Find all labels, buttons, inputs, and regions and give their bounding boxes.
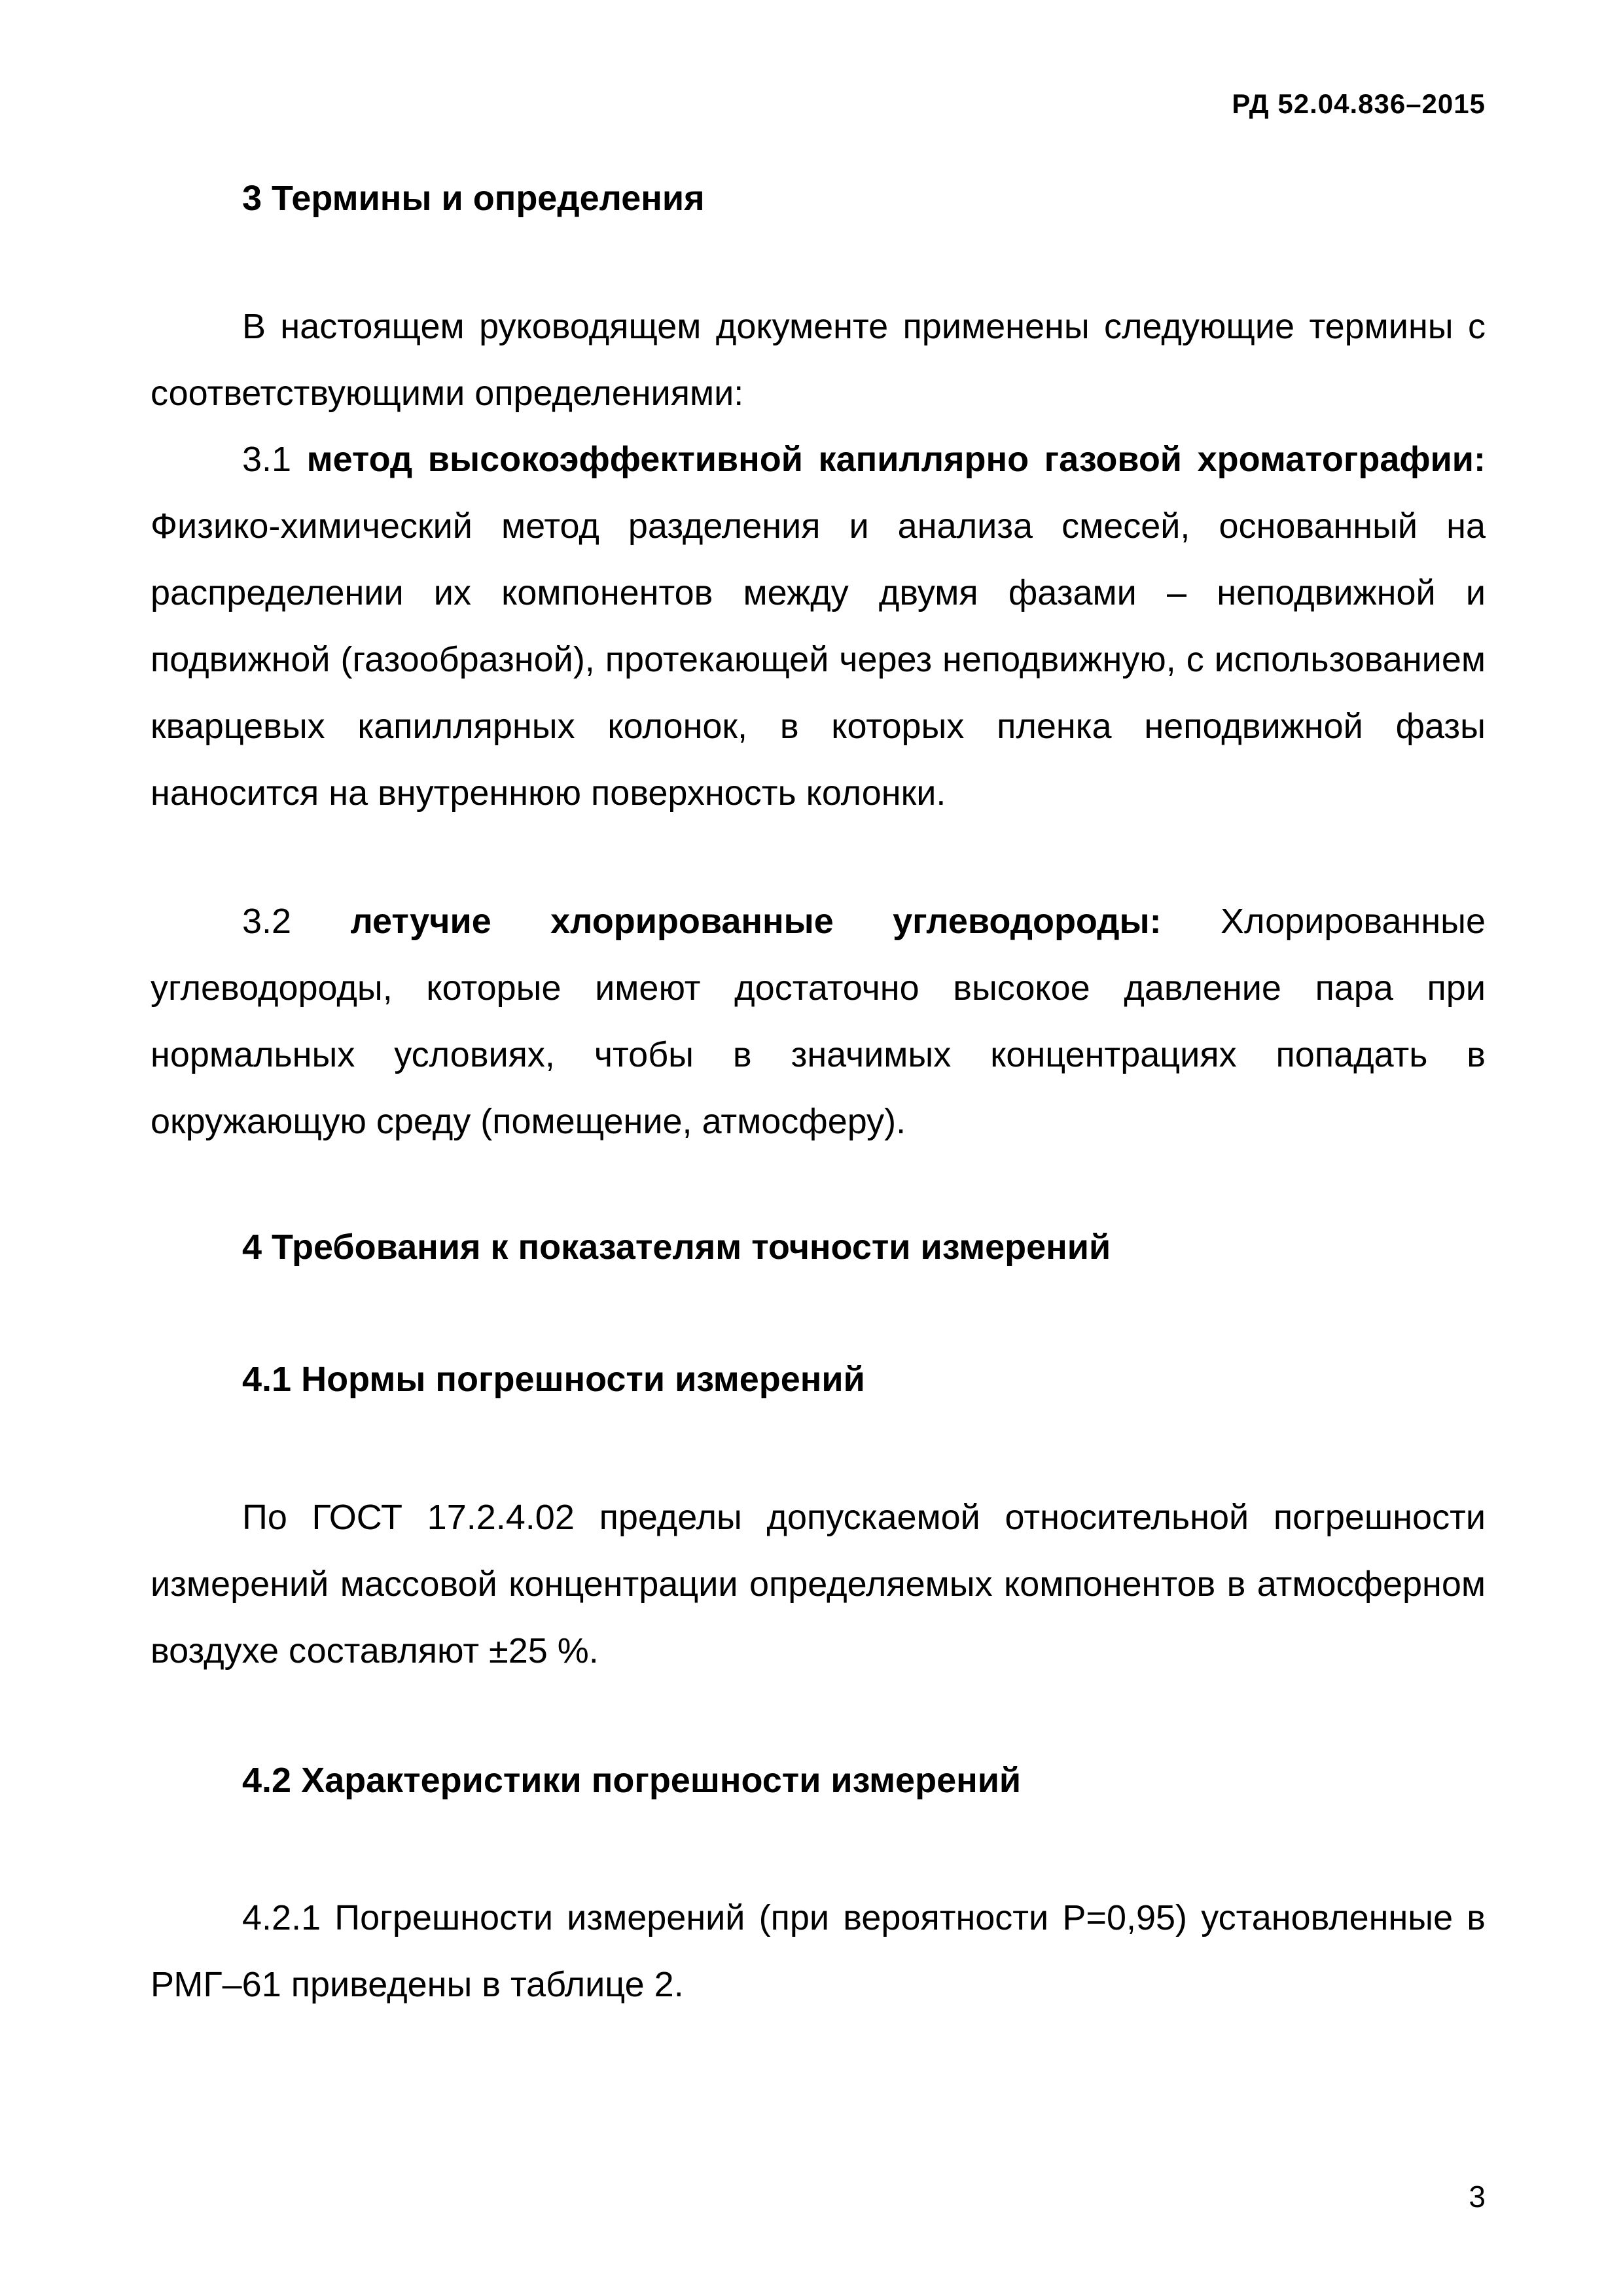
intro-text: В настоящем руководящем документе применены следующие термины с соответствующими определениями: — [151, 307, 1486, 413]
document-page — [151, 0, 1486, 2296]
document-code: РД 52.04.836–2015 — [1232, 88, 1486, 119]
definition-3-1-text: Физико-химический метод разделения и анализа смесей, основанный на распределении их компонентов между двумя фазами – неподвижной и подвижной (газообразной), протекающей через неподвижную, с использованием кварцевых капиллярных колонок, в которых пленка неподвижной фазы наносится на внутреннюю поверхность колонки. — [151, 506, 1486, 813]
definition-3-2-text: Хлорированные углеводороды, которые имеют достаточно высокое давление пара при нормальных условиях, чтобы в значимых концентрациях попадать в окружающую среду (помещение, атмосферу). — [151, 902, 1486, 1141]
section-3-intro — [151, 293, 1486, 427]
section-4-2-body: 4.2.1 Погрешности измерений (при вероятности Р=0,95) установленные в РМГ–61 приведены в таблице 2. — [151, 1898, 1486, 2004]
section-4-1-text — [151, 1484, 1486, 1684]
definition-3-1-number: 3.1 — [242, 440, 292, 479]
definition-3-2-term: летучие хлорированные углеводороды: — [350, 902, 1162, 941]
definition-3-2 — [151, 888, 1486, 1155]
section-4-1-body: По ГОСТ 17.2.4.02 пределы допускаемой относительной погрешности измерений массовой концентрации определяемых компонентов в атмосферном воздухе составляют ±25 %. — [151, 1498, 1486, 1670]
section-4-1-heading: 4.1 Нормы погрешности измерений — [242, 1360, 865, 1399]
section-4-2-text — [151, 1884, 1486, 2018]
section-3-heading: 3 Термины и определения — [242, 179, 705, 218]
definition-3-2-number: 3.2 — [242, 902, 292, 941]
section-4-2-heading: 4.2 Характеристики погрешности измерений — [242, 1761, 1022, 1800]
definition-3-1 — [151, 426, 1486, 826]
definition-3-1-term: метод высокоэффективной капиллярно газовой хроматографии: — [306, 440, 1486, 479]
page-number: 3 — [1469, 2180, 1486, 2214]
section-4-heading: 4 Требования к показателям точности измерений — [242, 1227, 1111, 1267]
